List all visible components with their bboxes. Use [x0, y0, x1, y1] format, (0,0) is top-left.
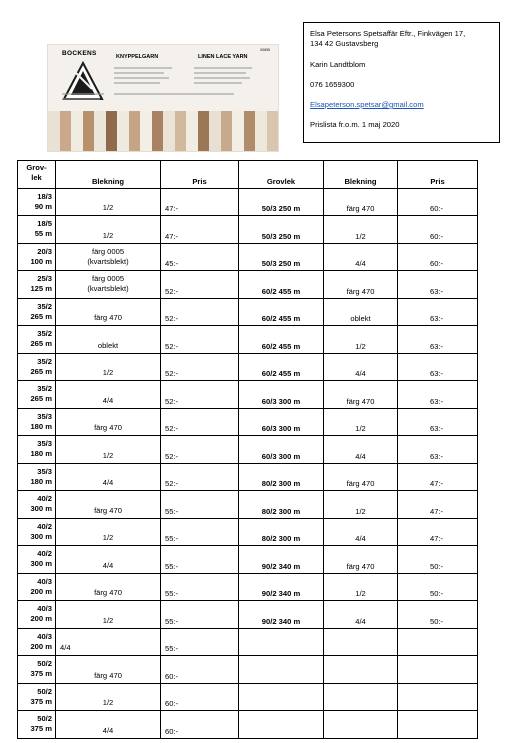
grovlek-cell: 40/2 300 m — [18, 546, 56, 574]
yarn-sample-stripe — [267, 111, 279, 151]
table-row — [18, 518, 478, 546]
blekning-right-cell: 4/4 — [324, 353, 398, 381]
yarn-sample-stripe — [140, 111, 152, 151]
grovlek-cell: 35/3 180 m — [18, 436, 56, 464]
table-row — [18, 271, 478, 299]
grovlek-right-cell — [239, 628, 324, 656]
postal-line: 134 42 Gustavsberg — [310, 39, 379, 49]
pris-cell: 55:- — [161, 573, 239, 601]
blekning-cell: 1/2 — [56, 436, 161, 464]
grovlek-right-cell: 60/3 300 m — [239, 408, 324, 436]
yarn-sample-stripe — [198, 111, 210, 151]
blekning-cell: oblekt — [56, 326, 161, 354]
blekning-cell: 1/2 — [56, 518, 161, 546]
pris-cell: 52:- — [161, 436, 239, 464]
pris-right-cell: 50:- — [398, 573, 478, 601]
table-row — [18, 408, 478, 436]
grovlek-cell: 35/3 180 m — [18, 408, 56, 436]
blekning-cell: 1/2 — [56, 216, 161, 244]
grovlek-right-cell: 90/2 340 m — [239, 601, 324, 629]
yarn-sample-stripe — [117, 111, 129, 151]
grovlek-right-cell: 90/2 340 m — [239, 546, 324, 574]
grovlek-right-cell: 60/2 455 m — [239, 298, 324, 326]
pris-cell: 60:- — [161, 683, 239, 711]
yarn-product-card — [47, 44, 279, 152]
table-row — [18, 243, 478, 271]
yarn-sample-stripe — [175, 111, 187, 151]
pris-right-cell — [398, 683, 478, 711]
company-line: Elsa Petersons Spetsaffär Eftr., Finkvägen 17, — [310, 29, 466, 38]
grovlek-right-cell — [239, 656, 324, 684]
pris-cell: 52:- — [161, 326, 239, 354]
grovlek-cell: 18/3 90 m — [18, 188, 56, 216]
yarn-sample-stripe — [60, 111, 72, 151]
table-row — [18, 436, 478, 464]
pris-cell: 55:- — [161, 491, 239, 519]
card-code: 00655 — [260, 48, 270, 52]
pris-right-cell: 60:- — [398, 188, 478, 216]
grovlek-cell: 18/5 55 m — [18, 216, 56, 244]
grovlek-right-cell: 80/2 300 m — [239, 463, 324, 491]
grovlek-right-cell: 50/3 250 m — [239, 243, 324, 271]
email-link[interactable]: Elsapeterson.spetsar@gmail.com — [310, 100, 424, 109]
table-row — [18, 628, 478, 656]
pris-cell: 52:- — [161, 381, 239, 409]
blekning-cell: färg 470 — [56, 656, 161, 684]
yarn-sample-stripe — [186, 111, 198, 151]
yarn-sample-stripe — [48, 111, 60, 151]
pris-right-cell: 60:- — [398, 216, 478, 244]
pris-right-cell: 47:- — [398, 491, 478, 519]
lace-bobbin-logo-icon — [62, 59, 104, 103]
pris-cell: 52:- — [161, 271, 239, 299]
address-box — [303, 22, 500, 143]
grovlek-cell: 35/2 265 m — [18, 326, 56, 354]
pris-cell: 45:- — [161, 243, 239, 271]
grovlek-right-cell — [239, 711, 324, 739]
blekning-cell: 1/2 — [56, 188, 161, 216]
blekning-right-cell: oblekt — [324, 298, 398, 326]
table-header-row — [18, 161, 478, 189]
grovlek-cell: 35/2 265 m — [18, 353, 56, 381]
pris-cell: 47:- — [161, 188, 239, 216]
yarn-color-strip — [48, 111, 278, 151]
table-row — [18, 491, 478, 519]
grovlek-right-cell: 90/2 340 m — [239, 573, 324, 601]
grovlek-right-cell: 60/3 300 m — [239, 436, 324, 464]
yarn-sample-stripe — [106, 111, 118, 151]
grovlek-cell: 50/2 375 m — [18, 711, 56, 739]
pris-cell: 52:- — [161, 463, 239, 491]
phone-number: 076 1659300 — [310, 79, 355, 89]
blekning-right-cell: färg 470 — [324, 271, 398, 299]
table-row — [18, 216, 478, 244]
yarn-sample-stripe — [83, 111, 95, 151]
pris-right-cell — [398, 628, 478, 656]
grovlek-right-cell: 60/2 455 m — [239, 326, 324, 354]
grovlek-right-cell: 80/2 300 m — [239, 491, 324, 519]
grovlek-cell: 40/3 200 m — [18, 573, 56, 601]
blekning-cell: 1/2 — [56, 601, 161, 629]
grovlek-right-cell: 80/2 300 m — [239, 518, 324, 546]
grovlek-cell: 40/3 200 m — [18, 601, 56, 629]
table-row — [18, 546, 478, 574]
yarn-sample-stripe — [163, 111, 175, 151]
grovlek-cell: 40/2 300 m — [18, 491, 56, 519]
header-pris: Pris — [161, 161, 239, 189]
pris-cell: 55:- — [161, 628, 239, 656]
blekning-cell: 4/4 — [56, 546, 161, 574]
grovlek-right-cell — [239, 683, 324, 711]
pris-cell: 52:- — [161, 408, 239, 436]
yarn-sample-stripe — [94, 111, 106, 151]
grovlek-cell: 20/3 100 m — [18, 243, 56, 271]
blekning-cell: färg 0005 (kvartsblekt) — [56, 243, 161, 271]
blekning-right-cell: 1/2 — [324, 216, 398, 244]
blekning-cell: 4/4 — [56, 711, 161, 739]
blekning-cell: färg 470 — [56, 298, 161, 326]
card-title-swedish: KNYPPELGARN — [116, 54, 159, 60]
blekning-cell: 4/4 — [56, 463, 161, 491]
blekning-cell: färg 0005 (kvartsblekt) — [56, 271, 161, 299]
yarn-sample-stripe — [152, 111, 164, 151]
grovlek-cell: 50/2 375 m — [18, 656, 56, 684]
pris-right-cell: 63:- — [398, 298, 478, 326]
yarn-sample-stripe — [129, 111, 141, 151]
yarn-sample-stripe — [255, 111, 267, 151]
table-row — [18, 711, 478, 739]
grovlek-cell: 35/3 180 m — [18, 463, 56, 491]
blekning-right-cell: färg 470 — [324, 546, 398, 574]
pris-cell: 52:- — [161, 298, 239, 326]
pris-cell: 55:- — [161, 546, 239, 574]
blekning-cell: färg 470 — [56, 408, 161, 436]
blekning-cell: färg 470 — [56, 573, 161, 601]
grovlek-right-cell: 60/2 455 m — [239, 353, 324, 381]
header-grovlek-right: Grovlek — [239, 161, 324, 189]
blekning-cell: 1/2 — [56, 353, 161, 381]
pris-right-cell: 47:- — [398, 518, 478, 546]
pris-right-cell: 63:- — [398, 353, 478, 381]
pris-right-cell — [398, 656, 478, 684]
yarn-sample-stripe — [232, 111, 244, 151]
table-row — [18, 353, 478, 381]
contact-name: Karin Landtblom — [310, 59, 366, 69]
pris-right-cell: 63:- — [398, 271, 478, 299]
pris-cell: 60:- — [161, 711, 239, 739]
pris-right-cell: 63:- — [398, 436, 478, 464]
blekning-cell: 1/2 — [56, 683, 161, 711]
pris-cell: 55:- — [161, 601, 239, 629]
yarn-sample-stripe — [221, 111, 233, 151]
grovlek-cell: 35/2 265 m — [18, 381, 56, 409]
table-row — [18, 298, 478, 326]
table-row — [18, 601, 478, 629]
blekning-right-cell: 1/2 — [324, 491, 398, 519]
header-grovlek: Grov- lek — [18, 161, 56, 189]
table-row — [18, 463, 478, 491]
pris-right-cell: 50:- — [398, 546, 478, 574]
yarn-sample-stripe — [244, 111, 256, 151]
blekning-cell: 4/4 — [56, 628, 161, 656]
blekning-right-cell: 4/4 — [324, 243, 398, 271]
blekning-right-cell: 4/4 — [324, 518, 398, 546]
card-title-english: LINEN LACE YARN — [198, 54, 248, 60]
yarn-sample-stripe — [209, 111, 221, 151]
pris-right-cell — [398, 711, 478, 739]
blekning-right-cell: 4/4 — [324, 436, 398, 464]
blekning-right-cell — [324, 683, 398, 711]
header-pris-right: Pris — [398, 161, 478, 189]
header-blekning: Blekning — [56, 161, 161, 189]
pris-right-cell: 47:- — [398, 463, 478, 491]
table-row — [18, 683, 478, 711]
blekning-cell: 4/4 — [56, 381, 161, 409]
pris-right-cell: 50:- — [398, 601, 478, 629]
grovlek-cell: 40/3 200 m — [18, 628, 56, 656]
grovlek-right-cell: 60/2 455 m — [239, 271, 324, 299]
blekning-right-cell — [324, 628, 398, 656]
table-row — [18, 381, 478, 409]
grovlek-cell: 35/2 265 m — [18, 298, 56, 326]
blekning-right-cell — [324, 656, 398, 684]
pris-right-cell: 63:- — [398, 326, 478, 354]
table-row — [18, 188, 478, 216]
blekning-right-cell: 1/2 — [324, 408, 398, 436]
pris-right-cell: 63:- — [398, 381, 478, 409]
yarn-sample-stripe — [71, 111, 83, 151]
blekning-right-cell: 4/4 — [324, 601, 398, 629]
grovlek-cell: 50/2 375 m — [18, 683, 56, 711]
card-brand: BOCKENS — [62, 50, 97, 57]
blekning-right-cell: färg 470 — [324, 381, 398, 409]
pris-cell: 47:- — [161, 216, 239, 244]
grovlek-right-cell: 50/3 250 m — [239, 216, 324, 244]
table-row — [18, 326, 478, 354]
blekning-cell: färg 470 — [56, 491, 161, 519]
table-row — [18, 573, 478, 601]
price-table — [17, 160, 478, 739]
blekning-right-cell: 1/2 — [324, 573, 398, 601]
grovlek-cell: 40/2 300 m — [18, 518, 56, 546]
price-list-validity: Prislista fr.o.m. 1 maj 2020 — [310, 120, 400, 130]
blekning-right-cell: 1/2 — [324, 326, 398, 354]
blekning-right-cell — [324, 711, 398, 739]
pris-cell: 55:- — [161, 518, 239, 546]
grovlek-right-cell: 60/3 300 m — [239, 381, 324, 409]
blekning-right-cell: färg 470 — [324, 463, 398, 491]
blekning-right-cell: färg 470 — [324, 188, 398, 216]
grovlek-cell: 25/3 125 m — [18, 271, 56, 299]
pris-right-cell: 63:- — [398, 408, 478, 436]
pris-cell: 60:- — [161, 656, 239, 684]
table-row — [18, 656, 478, 684]
header-blekning-right: Blekning — [324, 161, 398, 189]
pris-right-cell: 60:- — [398, 243, 478, 271]
pris-cell: 52:- — [161, 353, 239, 381]
grovlek-right-cell: 50/3 250 m — [239, 188, 324, 216]
